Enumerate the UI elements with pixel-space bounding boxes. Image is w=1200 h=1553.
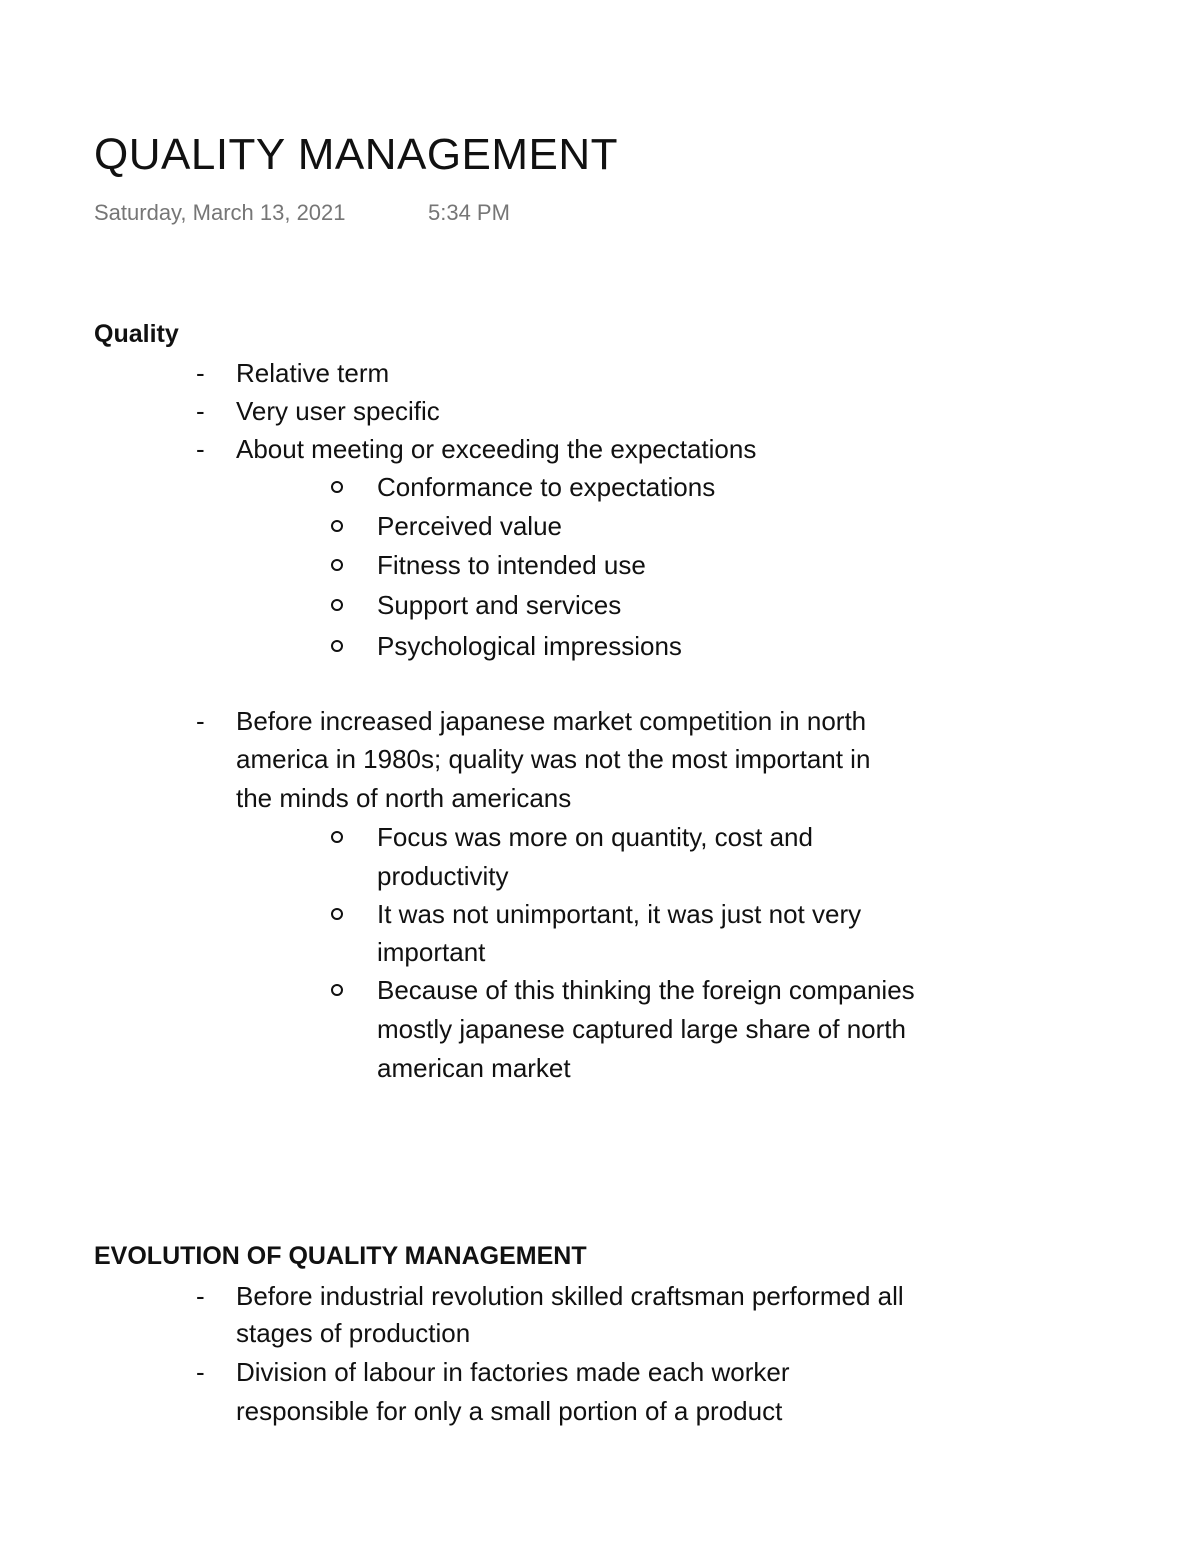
circle-bullet-icon — [331, 481, 343, 493]
bullet-dash: - — [196, 358, 205, 388]
sub-list-item: Support and services — [377, 590, 622, 620]
section-heading-evolution: EVOLUTION OF QUALITY MANAGEMENT — [94, 1242, 587, 1270]
circle-bullet-icon — [331, 984, 343, 996]
bullet-dash: - — [196, 1281, 205, 1311]
sub-list-item-line: Focus was more on quantity, cost and — [377, 822, 813, 852]
sub-list-item: Psychological impressions — [377, 631, 682, 661]
list-item-line: america in 1980s; quality was not the most important in — [236, 744, 871, 774]
circle-bullet-icon — [331, 908, 343, 920]
list-item-line: Before industrial revolution skilled craftsman performed all — [236, 1281, 904, 1311]
section-heading-quality: Quality — [94, 320, 179, 348]
bullet-dash: - — [196, 396, 205, 426]
sub-list-item: Perceived value — [377, 511, 562, 541]
sub-list-item-line: productivity — [377, 861, 509, 891]
sub-list-item-line: mostly japanese captured large share of north — [377, 1014, 906, 1044]
circle-bullet-icon — [331, 640, 343, 652]
sub-list-item: Conformance to expectations — [377, 472, 716, 502]
circle-bullet-icon — [331, 599, 343, 611]
page-title: QUALITY MANAGEMENT — [94, 130, 619, 179]
list-item-line: Before increased japanese market competition in north — [236, 706, 867, 736]
circle-bullet-icon — [331, 831, 343, 843]
sub-list-item-line: american market — [377, 1053, 571, 1083]
bullet-dash: - — [196, 706, 205, 736]
sub-list-item: Fitness to intended use — [377, 550, 646, 580]
list-item-line: Division of labour in factories made each worker — [236, 1357, 790, 1387]
bullet-dash: - — [196, 1357, 205, 1387]
bullet-dash: - — [196, 434, 205, 464]
list-item-line: responsible for only a small portion of a product — [236, 1396, 783, 1426]
sub-list-item-line: Because of this thinking the foreign companies — [377, 975, 915, 1005]
list-item: Relative term — [236, 358, 390, 388]
list-item-line: stages of production — [236, 1318, 471, 1348]
page-date: Saturday, March 13, 2021 — [94, 200, 346, 225]
list-item-line: the minds of north americans — [236, 783, 572, 813]
sub-list-item-line: important — [377, 937, 486, 967]
list-item: About meeting or exceeding the expectations — [236, 434, 757, 464]
circle-bullet-icon — [331, 559, 343, 571]
circle-bullet-icon — [331, 520, 343, 532]
sub-list-item-line: It was not unimportant, it was just not very — [377, 899, 862, 929]
list-item: Very user specific — [236, 396, 440, 426]
page-time: 5:34 PM — [428, 200, 510, 225]
